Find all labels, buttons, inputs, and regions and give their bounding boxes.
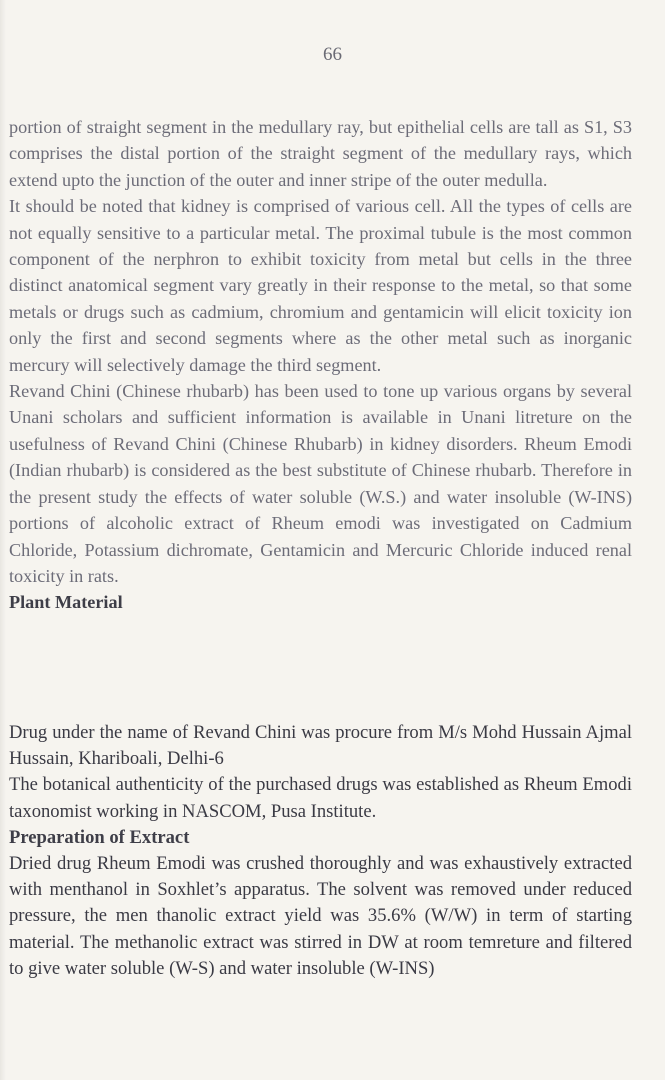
paragraph-extraction-method: Dried drug Rheum Emodi was crushed thoroughly and was exhaustively extracted with menthanol in Soxhlet’s apparatus. The solvent was removed under reduced pressure, the men thanolic extract yield was 35.6% (W/W) in term of starting material. The methanolic extract was stirred in DW at room temreture and filtered to give water soluble (W-S) and water insoluble (W-INS)	[9, 853, 632, 979]
heading-preparation-of-extract: Preparation of Extract	[9, 826, 190, 848]
paragraph-medullary-segment: portion of straight segment in the medullary ray, but epithelial cells are tall as S1, S3 comprises the distal portion of the straight segment of the medullary rays, which extend upto the junction of the outer and inner stripe of the outer medulla.	[9, 117, 632, 190]
body-text-upper	[9, 114, 632, 616]
paragraph-drug-procurement: Drug under the name of Revand Chini was procure from M/s Mohd Hussain Ajmal Hussain, Khariboali, Delhi-6	[9, 722, 632, 770]
heading-plant-material: Plant Material	[9, 592, 123, 613]
paragraph-kidney-cells: It should be noted that kidney is comprised of various cell. All the types of cells are not equally sensitive to a particular metal. The proximal tubule is the most common component of the nerphron to exhibit toxicity from metal but cells in the three distinct anatomical segment vary greatly in their response to the metal, so that some metals or drugs such as cadmium, chromium and gentamicin will elicit toxicity ion only the first and second segments where as the other metal such as inorganic mercury will selectively damage the third segment.	[9, 196, 632, 375]
body-text-lower	[9, 720, 632, 982]
paragraph-revand-chini: Revand Chini (Chinese rhubarb) has been used to tone up various organs by several Unani scholars and sufficient information is available in Unani litreture on the usefulness of Revand Chini (Chinese Rhubarb) in kidney disorders. Rheum Emodi (Indian rhubarb) is considered as the best substitute of Chinese rhubarb. Therefore in the present study the effects of water soluble (W.S.) and water insoluble (W-INS) portions of alcoholic extract of Rheum emodi was investigated on Cadmium Chloride, Potassium dichromate, Gentamicin and Mercuric Chloride induced renal toxicity in rats.	[9, 381, 632, 586]
paragraph-botanical-authenticity: The botanical authenticity of the purchased drugs was established as Rheum Emodi taxonomist working in NASCOM, Pusa Institute.	[9, 774, 632, 822]
page-number: 66	[323, 44, 342, 65]
